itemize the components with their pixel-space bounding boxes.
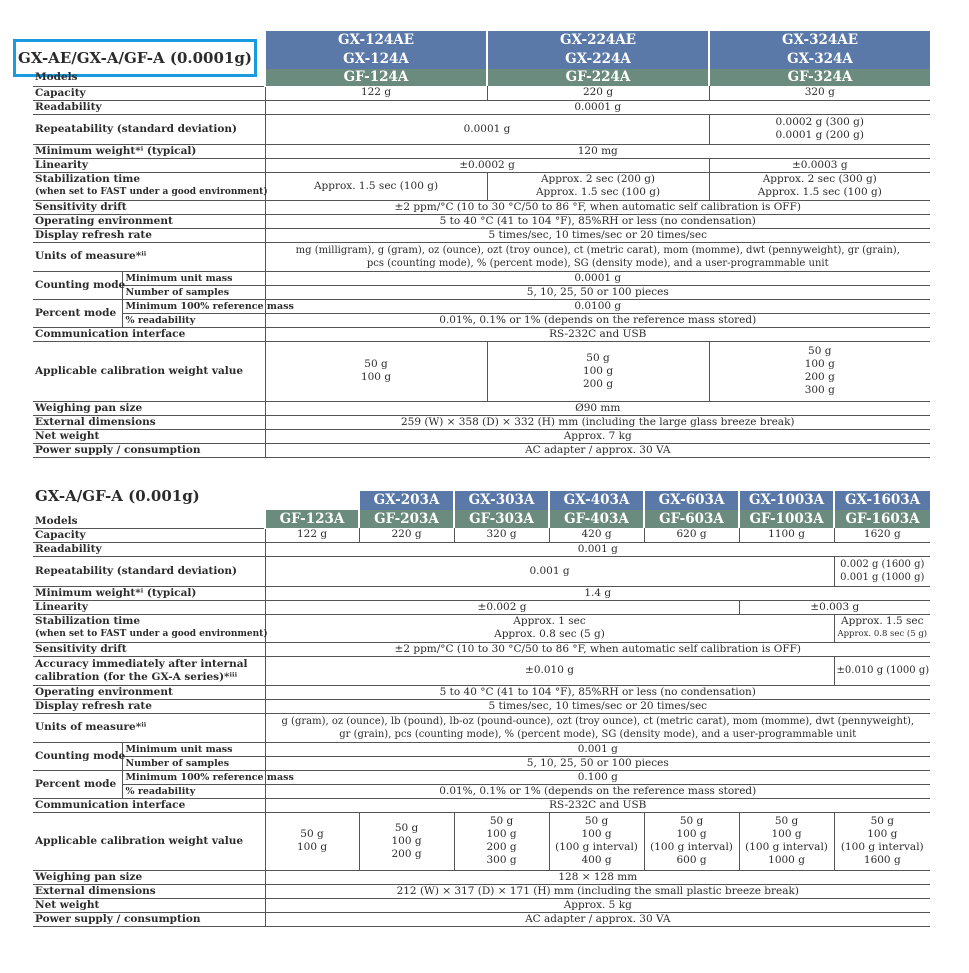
row-label-environment: Operating environment [33,685,265,699]
spec-value: ±2 ppm/°C (10 to 30 °C/50 to 86 °F, when automatic self calibration is OFF) [265,642,930,656]
spec-value-line: 0.002 g (1600 g) [840,559,925,570]
model-header: GX-124AE [265,31,487,49]
spec-value-line: 1600 g [863,854,901,866]
spec-value-line: 50 g [394,821,419,834]
spec-value-line: Approx. 1.5 sec (100 g) [757,186,882,198]
spec-value: 0.01%, 0.1% or 1% (depends on the reference mass stored) [265,313,930,327]
spec-value-line: mg (milligram), g (gram), oz (ounce), ozt (troy ounce), ct (metric carat), mom (momme), dwt (pennyweight), gr (grain), [295,244,900,256]
spec-value-line: Approx. 2 sec (300 g) [762,173,877,185]
calib-values [834,812,930,870]
row-label-drift: Sensitivity drift [33,642,265,656]
spec-value [834,556,930,586]
row-label-drift: Sensitivity drift [33,200,265,214]
spec-value-line: Approx. 0.8 sec (5 g) [837,629,928,639]
spec-value: ±0.0003 g [709,158,930,172]
spec-value [265,614,834,642]
sub-label: Number of samples [122,285,265,299]
row-label-repeatability: Repeatability (standard deviation) [33,556,265,586]
spec-value: 220 g [359,528,454,542]
row-label-communication: Communication interface [33,798,265,812]
row-label-pan: Weighing pan size [33,870,265,884]
row-label-accuracy [33,656,265,685]
spec-value-line: 100 g [581,828,612,840]
label-main: Stabilization time [35,173,141,185]
spec-value-line: 100 g [296,841,328,853]
spec-value: 5 to 40 °C (41 to 104 °F), 85%RH or less (no condensation) [265,685,930,699]
model-header: GF-303A [454,510,549,528]
spec-value: 0.0001 g [265,271,930,285]
spec-value: 0.001 g [265,556,834,586]
spec-value [487,172,709,200]
spec-value: 0.0001 g [265,114,709,144]
calib-values [709,341,930,401]
row-label-units: Units of measure*ⁱⁱ [33,242,265,271]
spec-value: ±2 ppm/°C (10 to 30 °C/50 to 86 °F, when automatic self calibration is OFF) [265,200,930,214]
spec-value: 0.100 g [265,770,930,784]
spec-value-line: pcs (counting mode), % (percent mode), SG (density mode), and a user-programmable unit [366,257,829,269]
model-header: GX-1603A [834,491,930,510]
spec-value-line: 50 g [774,815,799,827]
spec-value: 212 (W) × 317 (D) × 171 (H) mm (including the small plastic breeze break) [265,884,930,898]
row-label-dimensions: External dimensions [33,415,265,429]
calib-values [359,812,454,870]
spec-value: ±0.003 g [739,600,930,614]
row-label-refresh: Display refresh rate [33,699,265,713]
spec-value-line: 300 g [804,384,835,396]
spec-value: 5 to 40 °C (41 to 104 °F), 85%RH or less (no condensation) [265,214,930,228]
sub-label: Minimum 100% reference mass [122,770,265,784]
spec-value-line: 0.001 g (1000 g) [840,572,925,583]
row-label-capacity: Capacity [33,86,265,100]
row-label-min-weight: Minimum weight*ⁱ (typical) [33,586,265,600]
spec-value-line: 100 g [676,828,707,840]
spec-value: 220 g [487,86,709,100]
spec-value-line: 50 g [808,345,832,357]
row-label-percent: Percent mode [33,299,122,327]
row-label-communication: Communication interface [33,327,265,341]
model-header: GX-324A [709,49,930,69]
row-label-readability: Readability [33,542,265,556]
spec-value [709,172,930,200]
section2-title: GX-A/GF-A (0.001g) [35,487,200,505]
calib-values [549,812,644,870]
model-header: GF-224A [487,69,709,86]
row-label-net-weight: Net weight [33,429,265,443]
spec-value: 259 (W) × 358 (D) × 332 (H) mm (including the large glass breeze break) [265,415,930,429]
spec-table-0001g [33,31,930,458]
row-label-linearity: Linearity [33,600,265,614]
spec-value: Approx. 5 kg [265,898,930,912]
spec-value-line: 50 g [584,815,609,827]
row-label-calibration: Applicable calibration weight value [33,812,265,870]
spec-value: RS-232C and USB [265,327,930,341]
spec-value: 120 mg [265,144,930,158]
spec-value-line: 100 g [867,828,898,840]
spec-value-line: (100 g interval) [745,841,828,853]
spec-value-line: 50 g [586,351,610,364]
model-header: GF-123A [265,510,359,528]
sub-label: Minimum unit mass [122,742,265,756]
spec-value: 5 times/sec, 10 times/sec or 20 times/sec [265,699,930,713]
spec-value: Approx. 7 kg [265,429,930,443]
row-label-counting: Counting mode [33,271,122,299]
spec-value-line: 100 g [582,364,614,377]
row-label-min-weight: Minimum weight*ⁱ (typical) [33,144,265,158]
spec-value-line: 400 g [581,854,612,866]
row-label-pan: Weighing pan size [33,401,265,415]
spec-value-line: 50 g [870,815,894,827]
spec-value-line: (100 g interval) [555,841,638,853]
spec-value-line: 100 g [771,828,802,840]
sub-label: Minimum unit mass [122,271,265,285]
model-header: GF-403A [549,510,644,528]
spec-value [709,114,930,144]
row-label-power: Power supply / consumption [33,443,265,457]
row-label-models: Models [33,510,265,528]
row-label-linearity: Linearity [33,158,265,172]
label-main: Accuracy immediately after internal [35,657,248,670]
spec-value-line: 300 g [486,854,517,866]
row-label-net-weight: Net weight [33,898,265,912]
section1-title: GX-AE/GX-A/GF-A (0.0001g) [13,39,257,77]
row-label-repeatability: Repeatability (standard deviation) [33,114,265,144]
calib-values [265,812,359,870]
model-header: GX-303A [454,491,549,510]
sub-label: Number of samples [122,756,265,770]
row-label-calibration: Applicable calibration weight value [33,341,265,401]
spec-value-line: 600 g [676,854,707,866]
spec-value: ±0.002 g [265,600,739,614]
spec-value-line: 200 g [804,371,835,383]
spec-value: 5, 10, 25, 50 or 100 pieces [265,756,930,770]
spec-value-line: g (gram), oz (ounce), lb (pound), lb-oz (pound-ounce), ozt (troy ounce), ct (metric carat), mom (momme), dwt (pennyweight), [281,715,915,727]
spec-value: Ø90 mm [265,401,930,415]
spec-value: 1100 g [739,528,834,542]
spec-value-line: Approx. 1.5 sec (100 g) [535,186,661,198]
spec-value-line: 1000 g [768,854,805,866]
spec-value: 1.4 g [265,586,930,600]
spec-value-line: (100 g interval) [840,841,924,853]
model-header: GX-603A [644,491,739,510]
spec-value: 0.0100 g [265,299,930,313]
spec-value-line: 200 g [391,847,422,860]
row-label-refresh: Display refresh rate [33,228,265,242]
spec-value-line: 50 g [679,815,704,827]
spec-value-line: gr (grain), pcs (counting mode), % (percent mode), SG (density mode), and a user-programmable unit [339,728,857,740]
row-label-units: Units of measure*ⁱⁱ [33,713,265,742]
spec-value-line: Approx. 0.8 sec (5 g) [494,628,605,640]
spec-value-line: Approx. 2 sec (200 g) [540,173,656,185]
label-main: calibration (for the GX-A series)*ⁱⁱⁱ [35,670,238,683]
row-label-environment: Operating environment [33,214,265,228]
spec-value: ±0.0002 g [265,158,709,172]
spec-value: 128 × 128 mm [265,870,930,884]
spec-value [265,713,930,742]
model-header: GX-1003A [739,491,834,510]
model-header: GF-1603A [834,510,930,528]
model-header: GX-324AE [709,31,930,49]
row-label-percent: Percent mode [33,770,122,798]
spec-value: 122 g [265,528,359,542]
model-header: GF-124A [265,69,487,86]
calib-values [739,812,834,870]
model-header: GX-203A [359,491,454,510]
model-header: GF-603A [644,510,739,528]
spec-value: 1620 g [834,528,930,542]
spec-value: 620 g [644,528,739,542]
spec-value-line: 100 g [391,834,422,847]
calib-values [487,341,709,401]
sub-label: % readability [122,313,265,327]
spec-value: ±0.010 g (1000 g) [834,656,930,685]
spec-value-line: 100 g [486,828,517,840]
row-label-dimensions: External dimensions [33,884,265,898]
spec-value-line: (100 g interval) [650,841,733,853]
spec-value: 320 g [709,86,930,100]
model-header: GF-203A [359,510,454,528]
model-header: GX-403A [549,491,644,510]
spec-value: 0.01%, 0.1% or 1% (depends on the reference mass stored) [265,784,930,798]
spec-value [834,614,930,642]
spec-value: 5 times/sec, 10 times/sec or 20 times/sec [265,228,930,242]
row-label-stabilization [33,614,268,642]
spec-value: 122 g [265,86,487,100]
model-header: GF-324A [709,69,930,86]
spec-value-line: 0.0002 g (300 g) [775,116,864,128]
sub-label: % readability [122,784,265,798]
calib-values [265,341,487,401]
label-main: Stabilization time [35,615,141,627]
spec-value: ±0.010 g [265,656,834,685]
row-label-capacity: Capacity [33,528,265,542]
spec-value: Approx. 1.5 sec (100 g) [265,172,487,200]
spec-value: AC adapter / approx. 30 VA [265,443,930,457]
spec-value-line: 0.0001 g (200 g) [775,129,864,141]
spec-value-line: Approx. 1 sec [513,615,586,627]
spec-value: 0.001 g [265,742,930,756]
spec-table-0001g-gxa [33,491,930,927]
calib-values [454,812,549,870]
spec-value: 320 g [454,528,549,542]
spec-value: 0.001 g [265,542,930,556]
label-sub: (when set to FAST under a good environment) [35,187,268,197]
model-header: GX-224A [487,49,709,69]
calib-values [644,812,739,870]
row-label-counting: Counting mode [33,742,122,770]
sub-label: Minimum 100% reference mass [122,299,265,313]
model-header: GX-224AE [487,31,709,49]
spec-value: 5, 10, 25, 50 or 100 pieces [265,285,930,299]
spec-value-line: 100 g [804,358,835,370]
spec-value-line: 200 g [486,841,517,853]
spec-value [265,242,930,271]
spec-value-line: 50 g [300,828,324,840]
spec-value: RS-232C and USB [265,798,930,812]
row-label-power: Power supply / consumption [33,912,265,926]
row-label-models: Models [33,69,265,86]
spec-value: 0.0001 g [265,100,930,114]
row-label-readability: Readability [33,100,265,114]
model-header: GX-124A [265,49,487,69]
spec-value-line: 50 g [489,815,514,827]
spec-value-line: 100 g [360,371,392,383]
model-header: GF-1003A [739,510,834,528]
spec-value-line: 200 g [582,377,614,390]
spec-value-line: Approx. 1.5 sec [841,615,924,627]
spec-value: AC adapter / approx. 30 VA [265,912,930,926]
spec-value: 420 g [549,528,644,542]
label-sub: (when set to FAST under a good environment) [35,629,268,639]
spec-value-line: 50 g [364,358,388,370]
row-label-stabilization [33,172,268,200]
